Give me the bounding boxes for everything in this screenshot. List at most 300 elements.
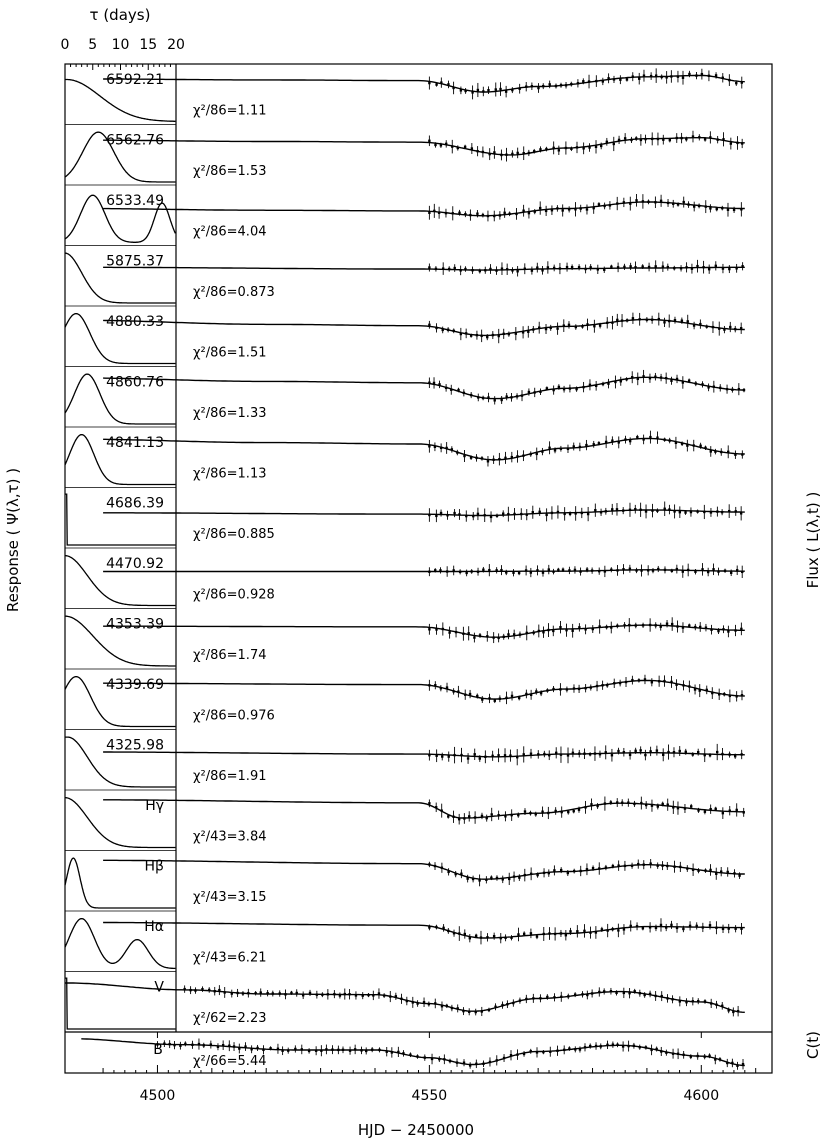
data-point bbox=[447, 83, 449, 85]
data-point bbox=[696, 925, 698, 927]
data-point bbox=[439, 569, 441, 571]
data-point bbox=[636, 925, 638, 927]
data-point bbox=[574, 208, 576, 210]
data-point bbox=[654, 201, 656, 203]
data-point bbox=[556, 207, 558, 209]
data-point bbox=[697, 1000, 699, 1002]
data-point bbox=[325, 1048, 327, 1050]
data-point bbox=[331, 1048, 333, 1050]
data-point bbox=[651, 509, 653, 511]
data-point bbox=[548, 447, 550, 449]
wavelength-label: Hβ bbox=[144, 858, 164, 875]
data-point bbox=[479, 270, 481, 272]
data-point bbox=[578, 809, 580, 811]
data-point bbox=[524, 268, 526, 270]
wavelength-label: 6533.49 bbox=[106, 193, 164, 209]
data-point bbox=[584, 806, 586, 808]
data-point bbox=[673, 751, 675, 753]
data-point bbox=[321, 993, 323, 995]
data-point bbox=[692, 869, 694, 871]
hjd-axis-title: HJD − 2450000 bbox=[357, 1121, 475, 1139]
data-point bbox=[495, 569, 497, 571]
data-point bbox=[533, 631, 535, 633]
data-point bbox=[601, 684, 603, 686]
data-point bbox=[570, 83, 572, 85]
data-point bbox=[542, 571, 544, 573]
data-point bbox=[533, 150, 535, 152]
data-point bbox=[447, 871, 449, 873]
data-point bbox=[481, 698, 483, 700]
data-point bbox=[710, 511, 712, 513]
data-point bbox=[682, 570, 684, 572]
data-point bbox=[727, 1009, 729, 1011]
data-point bbox=[584, 268, 586, 270]
data-point bbox=[515, 213, 517, 215]
data-point bbox=[511, 153, 513, 155]
hjd-tick-label: 4550 bbox=[411, 1088, 448, 1104]
data-point bbox=[516, 395, 518, 397]
wavelength-label: 4841.13 bbox=[106, 435, 164, 451]
data-point bbox=[735, 267, 737, 269]
tau-tick-label: 15 bbox=[139, 37, 158, 53]
data-point bbox=[708, 75, 710, 77]
data-point bbox=[277, 1048, 279, 1050]
wavelength-label: Hγ bbox=[145, 798, 164, 814]
data-point bbox=[284, 993, 286, 995]
data-point bbox=[676, 927, 678, 929]
data-point bbox=[546, 996, 548, 998]
data-point bbox=[446, 514, 448, 516]
data-point bbox=[536, 569, 538, 571]
data-point bbox=[713, 386, 715, 388]
data-point bbox=[378, 1049, 380, 1051]
data-point bbox=[599, 324, 601, 326]
data-point bbox=[477, 513, 479, 515]
data-point bbox=[630, 139, 632, 141]
data-point bbox=[478, 879, 480, 881]
data-point bbox=[553, 267, 555, 269]
data-point bbox=[548, 872, 550, 874]
line-model-curve bbox=[103, 625, 745, 637]
data-point bbox=[702, 266, 704, 268]
data-point bbox=[694, 626, 696, 628]
data-point bbox=[622, 509, 624, 511]
data-point bbox=[571, 630, 573, 632]
data-point bbox=[281, 1050, 283, 1052]
tau-tick-label: 0 bbox=[60, 37, 70, 53]
data-point bbox=[592, 628, 594, 630]
data-point bbox=[631, 376, 633, 378]
data-point bbox=[487, 396, 489, 398]
data-point bbox=[588, 80, 590, 82]
data-point bbox=[596, 805, 598, 807]
chi-square-label: χ²/86=0.885 bbox=[193, 527, 275, 542]
data-point bbox=[707, 386, 709, 388]
data-point bbox=[715, 808, 717, 810]
data-point bbox=[539, 997, 541, 999]
data-point bbox=[681, 319, 683, 321]
data-point bbox=[660, 76, 662, 78]
data-point bbox=[710, 629, 712, 631]
data-point bbox=[681, 443, 683, 445]
data-point bbox=[474, 753, 476, 755]
data-point bbox=[716, 138, 718, 140]
data-point bbox=[513, 875, 515, 877]
line-model-curve bbox=[103, 681, 745, 700]
data-point bbox=[586, 323, 588, 325]
data-point bbox=[726, 388, 728, 390]
tau-tick-labels bbox=[61, 37, 185, 53]
data-point bbox=[718, 327, 720, 329]
data-point bbox=[467, 757, 469, 759]
data-point bbox=[656, 509, 658, 511]
data-point bbox=[386, 1050, 388, 1052]
data-point bbox=[657, 138, 659, 140]
data-point bbox=[503, 636, 505, 638]
data-point bbox=[616, 625, 618, 627]
data-point bbox=[672, 1052, 674, 1054]
data-point bbox=[716, 208, 718, 210]
data-point bbox=[695, 74, 697, 76]
data-point bbox=[682, 77, 684, 79]
data-point bbox=[606, 322, 608, 324]
data-point bbox=[224, 991, 226, 993]
data-point bbox=[670, 380, 672, 382]
data-point bbox=[433, 210, 435, 212]
data-point bbox=[668, 508, 670, 510]
data-point bbox=[691, 267, 693, 269]
data-point bbox=[565, 84, 567, 86]
data-point bbox=[453, 569, 455, 571]
data-point bbox=[508, 878, 510, 880]
data-point bbox=[633, 803, 635, 805]
data-point bbox=[476, 212, 478, 214]
data-point bbox=[383, 994, 385, 996]
panel-row bbox=[65, 978, 745, 1029]
data-point bbox=[630, 925, 632, 927]
data-point bbox=[542, 85, 544, 87]
data-point bbox=[228, 1045, 230, 1047]
chi-square-label: χ²/43=3.15 bbox=[193, 890, 267, 905]
data-point bbox=[721, 753, 723, 755]
data-point bbox=[530, 932, 532, 934]
data-point bbox=[435, 755, 437, 757]
data-point bbox=[583, 930, 585, 932]
data-point bbox=[537, 753, 539, 755]
data-point bbox=[573, 870, 575, 872]
chi-square-label: χ²/43=6.21 bbox=[193, 950, 267, 966]
data-point bbox=[704, 869, 706, 871]
data-point bbox=[453, 330, 455, 332]
data-point bbox=[431, 1058, 433, 1060]
data-point bbox=[523, 753, 525, 755]
data-point bbox=[719, 387, 721, 389]
data-point bbox=[594, 752, 596, 754]
data-point bbox=[635, 137, 637, 139]
data-point bbox=[203, 1044, 205, 1046]
data-point bbox=[625, 378, 627, 380]
panel-row bbox=[65, 858, 745, 911]
data-point bbox=[639, 509, 641, 511]
data-point bbox=[218, 989, 220, 991]
data-point bbox=[545, 328, 547, 330]
data-point bbox=[574, 1048, 576, 1050]
data-point bbox=[736, 809, 738, 811]
data-point bbox=[460, 754, 462, 756]
data-point bbox=[460, 333, 462, 335]
data-point bbox=[588, 146, 590, 148]
data-point bbox=[463, 817, 465, 819]
data-point bbox=[434, 1002, 436, 1004]
data-point bbox=[397, 1051, 399, 1053]
data-point bbox=[528, 212, 530, 214]
data-point bbox=[522, 331, 524, 333]
chi-square-label: χ²/86=0.873 bbox=[193, 285, 275, 300]
data-point bbox=[683, 201, 685, 203]
data-point bbox=[642, 200, 644, 202]
data-point bbox=[534, 391, 536, 393]
data-point bbox=[617, 929, 619, 931]
data-point bbox=[501, 267, 503, 269]
data-point bbox=[536, 874, 538, 876]
data-point bbox=[524, 874, 526, 876]
data-point bbox=[546, 689, 548, 691]
data-point bbox=[660, 1050, 662, 1052]
data-point bbox=[543, 933, 545, 935]
data-point bbox=[244, 1045, 246, 1047]
data-point bbox=[183, 988, 185, 990]
wavelength-label: V bbox=[154, 979, 164, 996]
data-point bbox=[682, 626, 684, 628]
data-point bbox=[734, 328, 736, 330]
data-point bbox=[546, 387, 548, 389]
data-point bbox=[465, 572, 467, 574]
data-point bbox=[536, 935, 538, 937]
data-point bbox=[428, 684, 430, 686]
data-point bbox=[452, 212, 454, 214]
data-point bbox=[552, 688, 554, 690]
data-point bbox=[247, 992, 249, 994]
data-point bbox=[412, 1001, 414, 1003]
data-point bbox=[662, 138, 664, 140]
data-point bbox=[606, 684, 608, 686]
data-point bbox=[656, 749, 658, 751]
data-point bbox=[727, 451, 729, 453]
data-point bbox=[591, 569, 593, 571]
wavelength-label: 6592.21 bbox=[106, 72, 164, 88]
data-point bbox=[603, 205, 605, 207]
data-point bbox=[521, 394, 523, 396]
data-point bbox=[605, 866, 607, 868]
data-point bbox=[616, 801, 618, 803]
data-point bbox=[612, 865, 614, 867]
data-point bbox=[560, 869, 562, 871]
data-point bbox=[457, 389, 459, 391]
data-point bbox=[440, 144, 442, 146]
data-point bbox=[470, 570, 472, 572]
data-point bbox=[482, 214, 484, 216]
data-point bbox=[651, 319, 653, 321]
data-point bbox=[481, 1010, 483, 1012]
data-point bbox=[530, 694, 532, 696]
data-point bbox=[513, 633, 515, 635]
data-point bbox=[459, 571, 461, 573]
data-point bbox=[348, 993, 350, 995]
data-point bbox=[428, 82, 430, 84]
data-point bbox=[712, 326, 714, 328]
data-point bbox=[606, 1044, 608, 1046]
data-point bbox=[438, 1058, 440, 1060]
data-point bbox=[611, 928, 613, 930]
data-point bbox=[651, 804, 653, 806]
data-point bbox=[709, 808, 711, 810]
data-point bbox=[502, 512, 504, 514]
data-point bbox=[589, 1045, 591, 1047]
data-point bbox=[702, 926, 704, 928]
hjd-tick-label: 4600 bbox=[683, 1088, 720, 1104]
data-point bbox=[634, 266, 636, 268]
data-point bbox=[487, 89, 489, 91]
data-point bbox=[708, 268, 710, 270]
data-point bbox=[367, 994, 369, 996]
data-point bbox=[406, 1000, 408, 1002]
line-model-curve bbox=[103, 860, 745, 879]
data-point bbox=[690, 805, 692, 807]
data-point bbox=[506, 268, 508, 270]
data-point bbox=[682, 684, 684, 686]
data-point bbox=[590, 803, 592, 805]
wavelength-label: 4686.39 bbox=[106, 495, 164, 512]
data-point bbox=[574, 512, 576, 514]
continuum-axis-title: C(t) bbox=[804, 1030, 822, 1060]
data-point bbox=[714, 450, 716, 452]
wavelength-label: 4325.98 bbox=[106, 737, 164, 754]
data-point bbox=[598, 991, 600, 993]
data-point bbox=[173, 1044, 175, 1046]
data-point bbox=[566, 266, 568, 268]
data-point bbox=[315, 1050, 317, 1052]
tau-axis-title: τ (days) bbox=[89, 6, 151, 24]
data-point bbox=[705, 626, 707, 628]
data-point bbox=[531, 269, 533, 271]
data-point bbox=[492, 334, 494, 336]
data-point bbox=[499, 88, 501, 90]
data-point bbox=[440, 447, 442, 449]
data-point bbox=[720, 451, 722, 453]
data-point bbox=[715, 927, 717, 929]
data-point bbox=[639, 1046, 641, 1048]
data-point bbox=[704, 1000, 706, 1002]
data-point bbox=[464, 90, 466, 92]
panel-row bbox=[65, 68, 745, 124]
data-point bbox=[428, 802, 430, 804]
data-point bbox=[475, 935, 477, 937]
tau-tick-label: 20 bbox=[167, 37, 185, 53]
data-point bbox=[440, 81, 442, 83]
data-point bbox=[740, 753, 742, 755]
data-point bbox=[704, 447, 706, 449]
data-point bbox=[555, 85, 557, 87]
data-point bbox=[657, 568, 659, 570]
data-point bbox=[610, 801, 612, 803]
data-point bbox=[638, 318, 640, 320]
data-point bbox=[578, 752, 580, 754]
data-point bbox=[496, 877, 498, 879]
data-point bbox=[558, 149, 560, 151]
data-point bbox=[448, 631, 450, 633]
data-point bbox=[676, 378, 678, 380]
data-point bbox=[490, 877, 492, 879]
data-point bbox=[475, 1063, 477, 1065]
data-point bbox=[485, 879, 487, 881]
tau-tick-label: 5 bbox=[88, 37, 98, 53]
data-point bbox=[636, 436, 638, 438]
data-point bbox=[464, 213, 466, 215]
data-point bbox=[316, 993, 318, 995]
data-point bbox=[591, 992, 593, 994]
data-point bbox=[562, 569, 564, 571]
data-point bbox=[499, 214, 501, 216]
data-point bbox=[629, 754, 631, 756]
data-point bbox=[623, 201, 625, 203]
data-point bbox=[740, 512, 742, 514]
data-point bbox=[536, 266, 538, 268]
data-point bbox=[465, 332, 467, 334]
data-point bbox=[500, 937, 502, 939]
data-point bbox=[269, 1047, 271, 1049]
data-point bbox=[655, 624, 657, 626]
data-point bbox=[428, 754, 430, 756]
data-point bbox=[567, 995, 569, 997]
panel-row bbox=[65, 431, 745, 488]
data-point bbox=[611, 439, 613, 441]
flux-axis-title: Flux ( L(λ,t) ) bbox=[804, 491, 822, 589]
data-point bbox=[589, 931, 591, 933]
data-point bbox=[468, 815, 470, 817]
data-point bbox=[428, 514, 430, 516]
data-point bbox=[504, 937, 506, 939]
data-point bbox=[476, 150, 478, 152]
data-point bbox=[489, 1061, 491, 1063]
data-point bbox=[647, 569, 649, 571]
data-point bbox=[545, 210, 547, 212]
panel-row bbox=[65, 193, 745, 246]
data-point bbox=[734, 928, 736, 930]
data-point bbox=[676, 625, 678, 627]
data-point bbox=[670, 924, 672, 926]
data-point bbox=[540, 692, 542, 694]
data-point bbox=[447, 930, 449, 932]
data-point bbox=[458, 932, 460, 934]
data-point bbox=[709, 869, 711, 871]
chi-square-label: χ²/86=0.928 bbox=[193, 587, 275, 603]
data-point bbox=[592, 207, 594, 209]
data-point bbox=[722, 928, 724, 930]
panel-row bbox=[65, 370, 745, 427]
data-point bbox=[497, 637, 499, 639]
data-point bbox=[741, 571, 743, 573]
data-point bbox=[542, 1051, 544, 1053]
data-point bbox=[505, 697, 507, 699]
data-point bbox=[629, 265, 631, 267]
data-point bbox=[624, 438, 626, 440]
data-point bbox=[355, 994, 357, 996]
data-point bbox=[402, 1052, 404, 1054]
data-point bbox=[629, 568, 631, 570]
data-point bbox=[464, 268, 466, 270]
data-point bbox=[208, 989, 210, 991]
data-point bbox=[578, 266, 580, 268]
